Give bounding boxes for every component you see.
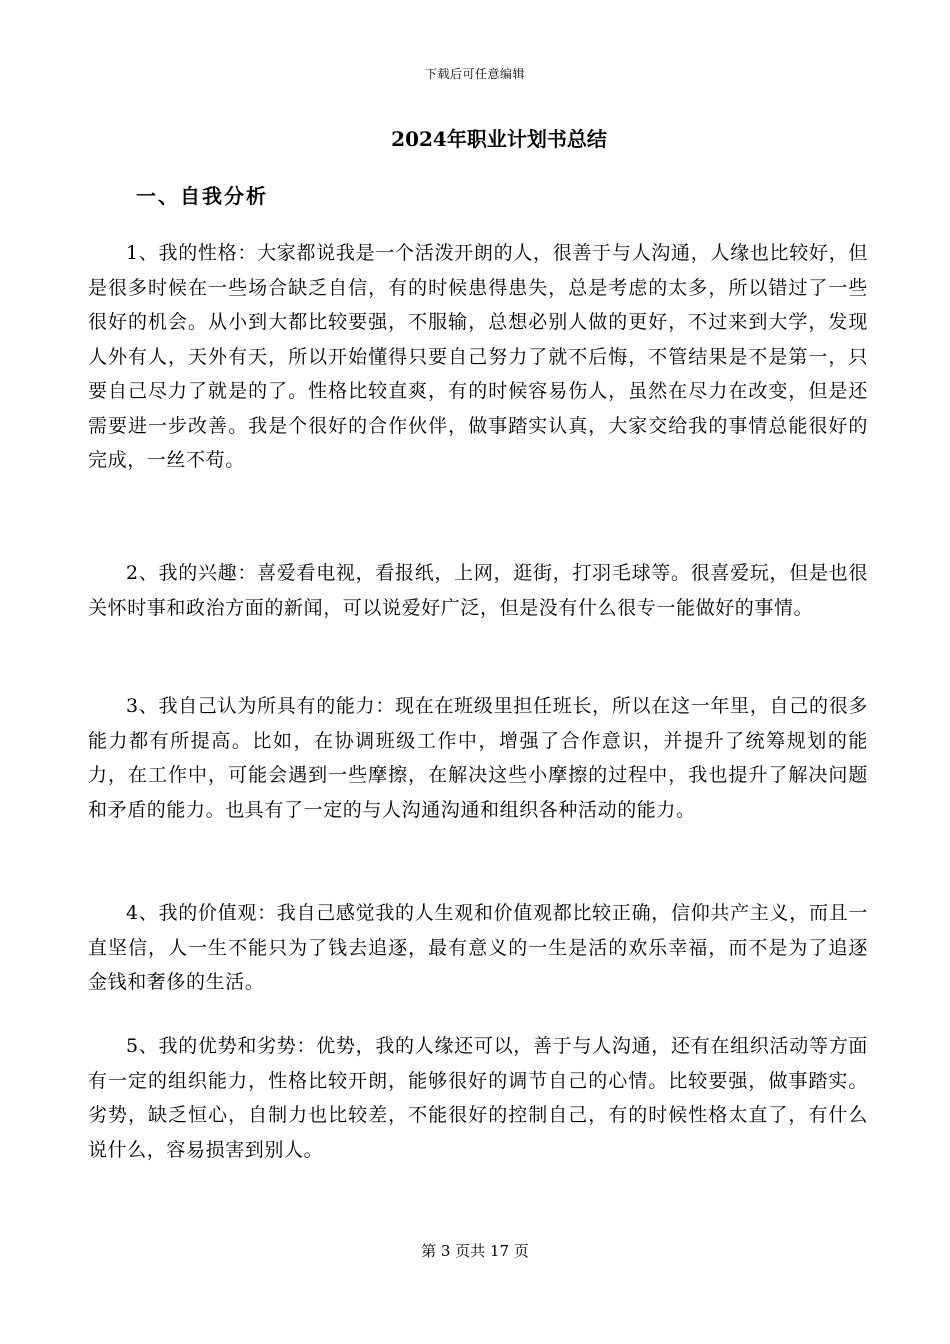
page-number-footer: 第 3 页共 17 页 (421, 1242, 529, 1260)
paragraph-personality (88, 236, 868, 478)
paragraph-text: 1、我的性格：大家都说我是一个活泼开朗的人，很善于与人沟通，人缘也比较好，但是很多时候在一些场合缺乏自信，有的时候患得患失，总是考虑的太多，所以错过了一些很好的机会。从小到大都比较要强，不服输，总想必别人做的更好，不过来到大学，发现人外有人，天外有天，所以开始懂得只要自己努力了就不后悔，不管结果是不是第一，只要自己尽力了就是的了。性格比较直爽，有的时候容易伤人，虽然在尽力在改变，但是还需要进一步改善。我是个很好的合作伙伴，做事踏实认真，大家交给我的事情总能很好的完成，一丝不苟。 (88, 242, 868, 471)
section-heading: 一、自我分析 (136, 184, 268, 208)
paragraph-text: 2、我的兴趣：喜爱看电视，看报纸，上网，逛街，打羽毛球等。很喜爱玩，但是也很关怀时事和政治方面的新闻，可以说爱好广泛，但是没有什么很专一能做好的事情。 (88, 562, 868, 619)
paragraph-values (88, 896, 868, 1000)
paragraph-text: 5、我的优势和劣势：优势，我的人缘还可以，善于与人沟通，还有在组织活动等方面有一定的组织能力，性格比较开朗，能够很好的调节自己的心情。比较要强，做事踏实。劣势，缺乏恒心，自制力也比较差，不能很好的控制自己，有的时候性格太直了，有什么说什么，容易损害到别人。 (88, 1035, 868, 1161)
header-note: 下载后可任意编辑 (424, 67, 525, 81)
document-title: 2024年职业计划书总结 (391, 127, 607, 151)
paragraph-strengths-weaknesses (88, 1029, 868, 1167)
paragraph-text: 4、我的价值观：我自己感觉我的人生观和价值观都比较正确，信仰共产主义，而且一直坚信，人一生不能只为了钱去追逐，最有意义的一生是活的欢乐幸福，而不是为了追逐金钱和奢侈的生活。 (88, 902, 868, 993)
paragraph-interests (88, 556, 868, 625)
paragraph-text: 3、我自己认为所具有的能力：现在在班级里担任班长，所以在这一年里，自己的很多能力都有所提高。比如，在协调班级工作中，增强了合作意识，并提升了统筹规划的能力，在工作中，可能会遇到一些摩擦，在解决这些小摩擦的过程中，我也提升了解决问题和矛盾的能力。也具有了一定的与人沟通沟通和组织各种活动的能力。 (88, 695, 868, 821)
paragraph-abilities (88, 689, 868, 827)
